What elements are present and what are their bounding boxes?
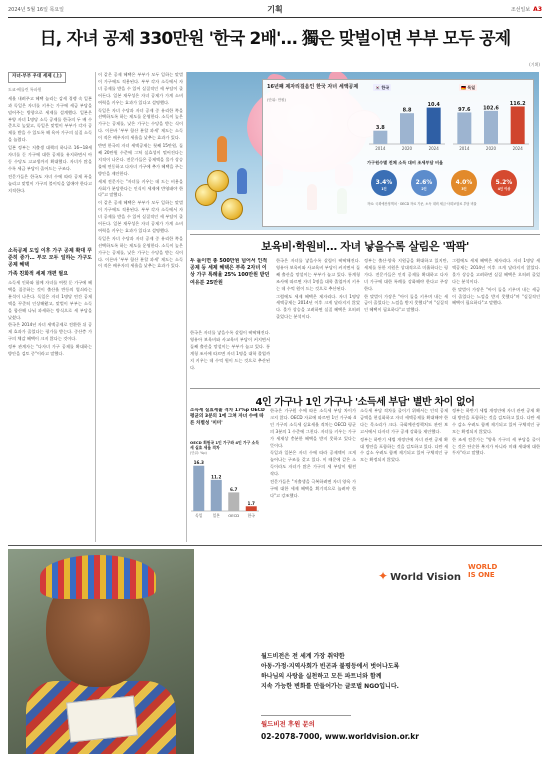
article-column-5 bbox=[360, 408, 448, 542]
bar bbox=[211, 480, 222, 511]
category-tick-label: 일본 bbox=[212, 513, 220, 518]
paragraph: 정부는 출산·양육 지원금을 확대하고 있지만, 세제를 통한 지원은 상대적으로 미흡하다는 평가다. 전문가들은 인적 공제를 확대하고 다자녀 가구에 대한 특례를 강화해야 한다고 주장한다. bbox=[364, 258, 448, 291]
paper-page bbox=[511, 6, 542, 13]
bar-value-label: 6.7 bbox=[230, 486, 238, 492]
bar bbox=[373, 131, 387, 144]
headline-credit: (기획) bbox=[529, 62, 540, 67]
donation-inquiry-label: 월드비전 후원 문의 bbox=[261, 720, 315, 728]
burden-label: 2인 bbox=[421, 187, 427, 191]
paragraph: 한국은 자녀를 낳을수록 살림이 팍팍해진다. 영유아 보육비와 사교육비 부담이 커지면서 둘째 출산을 망설이는 부부가 늘고 있다. 통계청 조사에 따르면 자녀 1명을 대학 졸업까지 키우는 데 수억 원이 드는 것으로 추산된다. bbox=[190, 330, 270, 370]
burden-circle-2 bbox=[411, 170, 437, 196]
paragraph: 한국은 가구원 수에 따른 소득세 부담 차이가 크지 않다. OECD 자료에 따르면 1인 가구와 4인 가구의 소득세 실효세율 격차는 OECD 평균의 3분의 1 수준에 그친다. 자녀를 키우는 가구가 세제상 충분한 혜택을 받지 못하고 있다는 뜻이다. bbox=[270, 408, 356, 448]
paragraph: 일본 정부는 저출생 대책의 하나로 16~18세 자녀를 둔 가구에 대한 공제를 유지하면서 아동 수당도 고교생까지 확대했다. 자녀가 많을수록 세금 부담이 줄어드는 구조다. bbox=[8, 145, 92, 171]
burden-ratio-title: 가구원수별 전체 소득 대비 조세부담 비율 bbox=[367, 160, 444, 165]
paragraph: 전문가들은 한국도 자녀 수에 따라 공제 폭을 늘리고 맞벌이 가구의 불이익을 없애야 한다고 지적한다. bbox=[8, 173, 92, 193]
burden-circle-3 bbox=[451, 170, 477, 196]
burden-circle-1 bbox=[371, 170, 397, 196]
burden-value: 3.4% bbox=[375, 179, 393, 186]
chart-title: 16년째 제자리걸음인 한국 자녀 세액공제 bbox=[267, 84, 359, 90]
bar-value-label: 102.6 bbox=[483, 105, 499, 112]
main-headline: 日, 자녀 공제 330만원 '한국 2배'… 獨은 맞벌이면 부부 모두 공제 bbox=[39, 29, 511, 49]
germany-flag-icon: 🇩🇪 bbox=[461, 84, 466, 90]
category-tick-label: 독일 bbox=[195, 513, 203, 518]
bar bbox=[400, 113, 414, 144]
germany-flag-label bbox=[459, 84, 477, 91]
chart-source: 자료: 국회예산정책처 · OECD 자료 기준, 소득 대비 세금·사회보험료 부담 비율 bbox=[367, 202, 477, 206]
paragraph: 한국은 자녀를 낳을수록 살림이 팍팍해진다. 영유아 보육비와 사교육비 부담이 커지면서 둘째 출산을 망설이는 부부가 늘고 있다. 통계청 조사에 따르면 자녀 1명을 대학 졸업까지 키우는 데 수억 원이 드는 것으로 추산된다. bbox=[276, 258, 360, 291]
contact-info-link[interactable]: 02-2078-7000, www.worldvision.or.kr bbox=[261, 732, 419, 741]
ad-line-2: 아동·가정·지역사회가 빈곤과 불평등에서 벗어나도록 bbox=[261, 663, 400, 670]
person-figure-icon bbox=[237, 168, 247, 194]
category-tick-label: 2014 bbox=[459, 146, 470, 151]
burden-circle-4 bbox=[491, 170, 517, 196]
bar bbox=[427, 108, 441, 144]
bar bbox=[511, 106, 525, 144]
book-shape bbox=[66, 696, 138, 743]
burden-label: 3인 bbox=[461, 187, 467, 191]
coin-icon bbox=[221, 198, 243, 220]
paragraph: 이 같은 공제 혜택은 부부가 모두 일하는 맞벌이 가구에도 적용된다. 부부 각자 소득에서 자녀 공제를 받을 수 있어 실질적인 세 부담이 줄어든다. 일본 재무성은 자녀 공제가 가계 소비 여력을 키우는 효과가 있다고 설명했다. bbox=[98, 200, 183, 233]
germany-credit-bar-chart bbox=[451, 92, 531, 154]
paragraph: 정부는 하반기 세법 개정안에 자녀 관련 공제 확대 방안을 포함하는 것을 검토하고 있다. 다만 세수 감소 우려도 함께 제기되고 있어 구체적인 규모는 확정되지 않았다. bbox=[452, 408, 540, 434]
article-column-3d bbox=[190, 330, 270, 384]
bar bbox=[457, 112, 471, 144]
world-is-one-tagline bbox=[468, 563, 497, 579]
ad-line-4: 지속 가능한 변화를 만들어가는 글로벌 NGO입니다. bbox=[261, 683, 399, 690]
section-headline-tax-burden: 4인 가구나 1인 가구나 '소득세 부담' 별반 차이 없어 bbox=[255, 397, 475, 408]
paragraph: 독일은 자녀 수당과 자녀 공제 중 유리한 쪽을 선택하도록 하는 제도를 운영한다. 소득이 높은 가구는 공제를, 낮은 가구는 수당을 받는 식이다. 이른바 '부부 합산 분할 과세' 제도는 소득이 적은 배우자의 세율을 낮추는 효과가 있다. bbox=[98, 107, 183, 141]
mini-chart-title: OECD 회원국 1인 가구와 4인 가구 소득세 실효 세율 격차 bbox=[190, 440, 259, 450]
paragraph: 정부 관계자는 "다자녀 가구 공제를 확대하는 방안을 검토 중"이라고 말했다. bbox=[8, 344, 92, 357]
category-tick-label: 2014 bbox=[375, 146, 386, 151]
bar-value-label: 16.3 bbox=[193, 460, 204, 466]
category-tick-label: 2024 bbox=[428, 146, 439, 151]
bar-value-label: 3.8 bbox=[375, 125, 385, 132]
ad-body bbox=[261, 652, 399, 692]
paragraph: 세제 전문가는 "자녀를 키우는 데 드는 비용을 사회가 분담한다는 인식이 세제에 반영돼야 한다"고 말했다. bbox=[98, 178, 183, 198]
article-column-6 bbox=[452, 408, 540, 542]
world-vision-star-icon: ✦ bbox=[378, 569, 389, 583]
burden-value: 2.6% bbox=[415, 179, 433, 186]
section-rule bbox=[190, 388, 540, 389]
bar-value-label: 1.7 bbox=[247, 500, 255, 506]
column-divider bbox=[95, 72, 96, 542]
bar bbox=[484, 111, 498, 144]
paragraph: 반면 한국의 자녀 세액공제는 첫째 15만원, 둘째 20만원 수준에 그쳐 실효성이 떨어진다는 지적이 나온다. 전문가들은 공제액을 물가 상승률에 연동하고 다자녀 가구에 추가 혜택을 주는 방안을 제안한다. bbox=[98, 143, 183, 176]
paragraph: 그럼에도 세제 혜택은 제자리다. 자녀 1명당 세액공제는 2014년 이후 크게 달라지지 않았다. 물가 상승을 고려하면 실질 혜택은 오히려 줄었다는 분석이다. bbox=[452, 258, 540, 284]
section-headline-childcare: 보육비·학원비… 자녀 낳을수록 살림은 '팍팍' bbox=[261, 240, 469, 253]
paragraph: 한 조세 전문가는 "양육 가구의 세 부담을 줄이는 것은 단순한 복지가 아니라 미래 세대에 대한 투자"라고 말했다. bbox=[452, 436, 540, 456]
column-lede: 소득공제 도입 이후 가구 공제 확대 꾸준히 증가… 부모 모두 일하는 가구도 공제 혜택 bbox=[8, 248, 92, 268]
person-figure-icon bbox=[217, 136, 227, 162]
paragraph: 독일과 일본은 자녀 수에 따라 공제액이 크게 늘어나는 구조를 갖고 있다. 이 때문에 같은 소득이라도 자녀가 많은 가구의 세 부담이 훨씬 작다. bbox=[270, 450, 356, 477]
category-tick-label: OECD bbox=[228, 513, 240, 518]
article-column-3b bbox=[364, 258, 448, 384]
paragraph: 세율 내려주고 혜택 늘리는 감세 경쟁 속 일본과 독일은 자녀를 키우는 가구에 세금 부담을 덜어주는 방향으로 세제를 설계했다. 일본은 부양 자녀 1명당 소득 공제를 한국의 두 배 수준으로 높였고, 독일은 맞벌이 부부가 각자 공제를 받을 수 있도록 해 육아 가구의 실질 소득을 늘렸다. bbox=[8, 95, 92, 143]
chart-unit: (단위: 만원) bbox=[267, 98, 287, 102]
article-column-1b bbox=[8, 246, 92, 542]
paper-name: 조선일보 bbox=[510, 7, 531, 13]
section-rule bbox=[190, 234, 540, 235]
bar-value-label: 116.2 bbox=[509, 100, 526, 107]
brand-name: World Vision bbox=[390, 572, 461, 583]
coin-icon bbox=[207, 170, 229, 192]
paragraph: 전문가들은 "저출생을 극복하려면 자녀 양육 가구에 대한 세제 혜택을 획기적으로 늘려야 한다"고 강조했다. bbox=[270, 479, 356, 498]
korea-series-label: 한국 bbox=[381, 84, 390, 90]
section-lede-childcare: 두 돌이면 총 500만원 넘어서 인적 공제 등 세제 혜택은 부족 2자녀 이상 가구 특례율 25% 100만원 받던 여유분 25만원 bbox=[190, 258, 270, 286]
paragraph: 한 맞벌이 가장은 "아이 둘을 키우며 내는 세금이 줄었다는 느낌을 받지 못했다"며 "실질적인 혜택이 필요하다"고 말했다. bbox=[452, 286, 540, 306]
burden-value: 4.0% bbox=[455, 179, 473, 186]
korea-credit-bar-chart bbox=[367, 92, 447, 154]
tax-credit-chart-panel bbox=[262, 79, 534, 227]
paragraph: 소득세 인하와 함께 자녀를 여럿 둔 가구에 혜택을 집중하는 것이 출산율 반등의 열쇠라는 분석이 나온다. 독일은 자녀 1명당 연간 공제액을 꾸준히 인상해왔고, 맞벌이 부부는 소득을 합산해 나눠 과세하는 방식으로 세 부담을 낮췄다. bbox=[8, 280, 92, 320]
paragraph: 이 같은 공제 혜택은 부부가 모두 일하는 맞벌이 가구에도 적용된다. 부부 각자 소득에서 자녀 공제를 받을 수 있어 실질적인 세 부담이 줄어든다. 일본 재무성은 자녀 공제가 가계 소비 여력을 키우는 효과가 있다고 설명했다. bbox=[98, 72, 183, 105]
korea-flag-label bbox=[373, 84, 391, 91]
bar-value-label: 10.4 bbox=[427, 102, 440, 109]
article-column-3c bbox=[452, 258, 540, 384]
world-vision-advertisement bbox=[8, 549, 542, 754]
ad-separator bbox=[8, 545, 542, 546]
article-byline: 도쿄·베를린 특파원 bbox=[8, 86, 42, 92]
bar bbox=[228, 492, 239, 511]
mini-chart-unit: (단위: %p) bbox=[190, 451, 207, 455]
paragraph: 소득세 부담 격차를 줄이기 위해서는 인적 공제 금액을 현실화하고 자녀 세액공제를 확대해야 한다는 목소리가 크다. 국회예산정책처도 관련 보고서에서 다자녀 가구 공제 강화를 제안했다. bbox=[360, 408, 448, 434]
child-hat-shape bbox=[40, 555, 156, 599]
bar-value-label: 8.8 bbox=[402, 107, 412, 114]
masthead-rule bbox=[8, 17, 542, 18]
masthead bbox=[8, 4, 542, 16]
bar-value-label: 97.6 bbox=[458, 106, 471, 113]
article-column-4 bbox=[270, 408, 356, 542]
issue-date: 2024년 5월 16일 목요일 bbox=[8, 7, 65, 13]
oecd-gap-chart bbox=[190, 440, 260, 540]
tagline-line-1: WORLD bbox=[468, 563, 498, 571]
page-number: A3 bbox=[533, 6, 542, 13]
paragraph: 독일은 자녀 수당과 자녀 공제 중 유리한 쪽을 선택하도록 하는 제도를 운영한다. 소득이 높은 가구는 공제를, 낮은 가구는 수당을 받는 식이다. 이른바 '부부 합산 분할 과세' 제도는 소득이 적은 배우자의 세율을 낮추는 효과가 있다. bbox=[98, 235, 183, 269]
bar bbox=[246, 506, 257, 511]
section-name: 기획 bbox=[267, 5, 283, 14]
category-tick-label: 2020 bbox=[401, 146, 413, 151]
burden-label: 4인 이상 bbox=[497, 187, 511, 191]
article-column-3 bbox=[276, 258, 360, 384]
bar bbox=[193, 466, 204, 511]
burden-label: 1인 bbox=[381, 187, 387, 191]
category-tick-label: 2020 bbox=[485, 146, 497, 151]
paragraph: 그럼에도 세제 혜택은 제자리다. 자녀 1명당 세액공제는 2014년 이후 크게 달라지지 않았다. 물가 상승을 고려하면 실질 혜택은 오히려 줄었다는 분석이다. bbox=[276, 293, 360, 320]
germany-series-label: 독일 bbox=[467, 84, 476, 90]
child-photo bbox=[8, 549, 194, 754]
oecd-gap-bars bbox=[190, 455, 260, 523]
paragraph: 정부는 하반기 세법 개정안에 자녀 관련 공제 확대 방안을 포함하는 것을 검토하고 있다. 다만 세수 감소 우려도 함께 제기되고 있어 구체적인 규모는 확정되지 않았다. bbox=[360, 436, 448, 463]
ad-divider bbox=[261, 715, 351, 716]
category-tick-label: 2024 bbox=[512, 146, 523, 151]
series-label: 자녀·부부 우대 세제 (上) bbox=[8, 72, 66, 83]
category-tick-label: 한국 bbox=[247, 513, 255, 518]
paragraph: 한국은 2014년 자녀 세액공제로 전환한 뒤 공제 효과가 줄었다는 평가를 받는다. 중산층 가구의 체감 혜택이 크지 않다는 것이다. bbox=[8, 322, 92, 342]
column-subhead: 가족 친화적 세제 개편 필요 bbox=[8, 271, 69, 277]
world-vision-logo[interactable] bbox=[378, 569, 461, 583]
ad-line-3: 하나님의 사랑을 실천하고 모든 파트너와 함께 bbox=[261, 673, 382, 680]
tagline-line-2: IS ONE bbox=[468, 571, 495, 579]
section-lede-tax-burden: 소득세 실효세율 격차 17%p OECD 평균의 3분의 1에 그쳐 자녀 수에 따른 차별성 '미미' bbox=[190, 408, 265, 426]
korea-flag-icon: 🇰🇷 bbox=[375, 84, 380, 90]
article-column-2 bbox=[98, 72, 183, 542]
article-column-1 bbox=[8, 72, 92, 242]
paragraph: 한 맞벌이 가장은 "아이 둘을 키우며 내는 세금이 줄었다는 느낌을 받지 못했다"며 "실질적인 혜택이 필요하다"고 말했다. bbox=[364, 293, 448, 313]
ad-line-1: 월드비전은 전 세계 가장 취약한 bbox=[261, 653, 345, 660]
bar-value-label: 11.2 bbox=[211, 474, 222, 480]
burden-value: 5.2% bbox=[495, 179, 513, 186]
